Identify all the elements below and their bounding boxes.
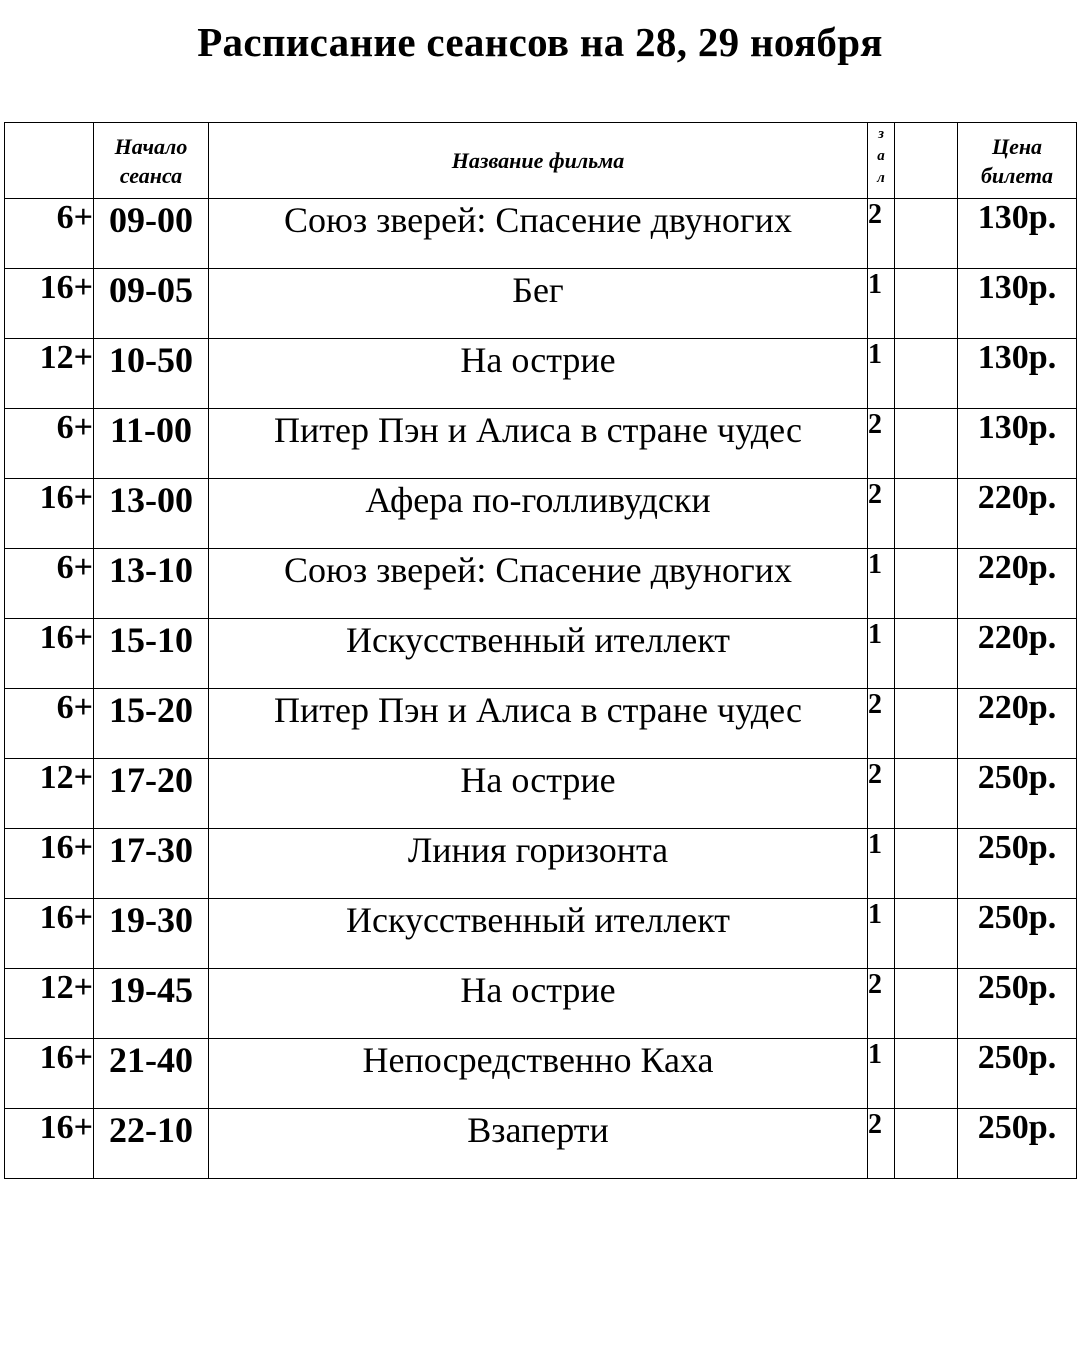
header-start-line2: сеанса — [119, 162, 183, 188]
age-rating: 16+ — [5, 619, 94, 689]
empty-cell — [895, 689, 958, 759]
table-row — [5, 1109, 1077, 1179]
header-hall — [868, 123, 895, 199]
header-row — [5, 123, 1077, 199]
empty-cell — [895, 619, 958, 689]
session-time: 09-05 — [94, 269, 209, 339]
hall-number: 2 — [868, 689, 895, 759]
ticket-price: 130р. — [958, 339, 1077, 409]
page-title: Расписание сеансов на 28, 29 ноября — [197, 19, 883, 65]
table-row — [5, 479, 1077, 549]
age-rating: 6+ — [5, 199, 94, 269]
film-title: На острие — [209, 969, 868, 1039]
hall-number: 2 — [868, 199, 895, 269]
ticket-price: 250р. — [958, 1109, 1077, 1179]
ticket-price: 250р. — [958, 899, 1077, 969]
film-title: Бег — [209, 269, 868, 339]
session-time: 10-50 — [94, 339, 209, 409]
film-title: На острие — [209, 339, 868, 409]
empty-cell — [895, 759, 958, 829]
hall-number: 1 — [868, 339, 895, 409]
session-time: 11-00 — [94, 409, 209, 479]
film-title: Афера по-голливудски — [209, 479, 868, 549]
session-time: 22-10 — [94, 1109, 209, 1179]
table-row — [5, 339, 1077, 409]
empty-cell — [895, 479, 958, 549]
empty-cell — [895, 409, 958, 479]
hall-number: 1 — [868, 549, 895, 619]
table-row — [5, 759, 1077, 829]
film-title: Союз зверей: Спасение двуногих — [209, 549, 868, 619]
table-row — [5, 829, 1077, 899]
film-title: Линия горизонта — [209, 829, 868, 899]
empty-cell — [895, 199, 958, 269]
empty-cell — [895, 1109, 958, 1179]
hall-number: 1 — [868, 269, 895, 339]
table-row — [5, 1039, 1077, 1109]
empty-cell — [895, 899, 958, 969]
ticket-price: 220р. — [958, 619, 1077, 689]
table-row — [5, 199, 1077, 269]
age-rating: 16+ — [5, 899, 94, 969]
session-time: 13-00 — [94, 479, 209, 549]
table-row — [5, 689, 1077, 759]
schedule-table — [4, 122, 1077, 1179]
film-title: Союз зверей: Спасение двуногих — [209, 199, 868, 269]
header-start-time — [94, 123, 209, 199]
ticket-price: 250р. — [958, 969, 1077, 1039]
header-hall-letter: з — [878, 126, 884, 142]
film-title: Искусственный ителлект — [209, 619, 868, 689]
age-rating: 16+ — [5, 829, 94, 899]
table-row — [5, 269, 1077, 339]
table-row — [5, 619, 1077, 689]
ticket-price: 250р. — [958, 829, 1077, 899]
header-start-line1: Начало — [114, 133, 188, 159]
age-rating: 6+ — [5, 549, 94, 619]
table-row — [5, 549, 1077, 619]
hall-number: 2 — [868, 1109, 895, 1179]
age-rating: 12+ — [5, 759, 94, 829]
ticket-price: 250р. — [958, 759, 1077, 829]
header-price — [958, 123, 1077, 199]
age-rating: 16+ — [5, 479, 94, 549]
schedule-rows — [5, 199, 1077, 1179]
hall-number: 1 — [868, 899, 895, 969]
hall-number: 2 — [868, 759, 895, 829]
film-title: Искусственный ителлект — [209, 899, 868, 969]
film-title: Взаперти — [209, 1109, 868, 1179]
hall-number: 2 — [868, 409, 895, 479]
film-title: Непосредственно Каха — [209, 1039, 868, 1109]
ticket-price: 130р. — [958, 199, 1077, 269]
header-hall-letter: л — [877, 170, 885, 186]
session-time: 13-10 — [94, 549, 209, 619]
hall-number: 2 — [868, 479, 895, 549]
empty-cell — [895, 269, 958, 339]
header-price-line1: Цена — [991, 133, 1043, 159]
age-rating: 16+ — [5, 1039, 94, 1109]
film-title: На острие — [209, 759, 868, 829]
empty-cell — [895, 969, 958, 1039]
ticket-price: 220р. — [958, 549, 1077, 619]
ticket-price: 130р. — [958, 269, 1077, 339]
empty-cell — [895, 549, 958, 619]
session-time: 17-20 — [94, 759, 209, 829]
age-rating: 16+ — [5, 269, 94, 339]
session-time: 19-30 — [94, 899, 209, 969]
hall-number: 1 — [868, 1039, 895, 1109]
age-rating: 6+ — [5, 409, 94, 479]
table-row — [5, 969, 1077, 1039]
header-film-title: Название фильма — [209, 123, 868, 199]
age-rating: 12+ — [5, 339, 94, 409]
ticket-price: 220р. — [958, 689, 1077, 759]
session-time: 19-45 — [94, 969, 209, 1039]
age-rating: 6+ — [5, 689, 94, 759]
hall-number: 1 — [868, 619, 895, 689]
session-time: 09-00 — [94, 199, 209, 269]
empty-cell — [895, 339, 958, 409]
session-time: 15-20 — [94, 689, 209, 759]
hall-number: 2 — [868, 969, 895, 1039]
header-hall-letter: а — [877, 148, 885, 164]
session-time: 15-10 — [94, 619, 209, 689]
empty-cell — [895, 829, 958, 899]
hall-number: 1 — [868, 829, 895, 899]
header-price-line2: билета — [980, 162, 1054, 188]
ticket-price: 130р. — [958, 409, 1077, 479]
age-rating: 16+ — [5, 1109, 94, 1179]
film-title: Питер Пэн и Алиса в стране чудес — [209, 409, 868, 479]
session-time: 17-30 — [94, 829, 209, 899]
ticket-price: 220р. — [958, 479, 1077, 549]
ticket-price: 250р. — [958, 1039, 1077, 1109]
film-title: Питер Пэн и Алиса в стране чудес — [209, 689, 868, 759]
header-empty — [895, 123, 958, 199]
age-rating: 12+ — [5, 969, 94, 1039]
session-time: 21-40 — [94, 1039, 209, 1109]
empty-cell — [895, 1039, 958, 1109]
table-row — [5, 409, 1077, 479]
table-row — [5, 899, 1077, 969]
header-age — [5, 123, 94, 199]
